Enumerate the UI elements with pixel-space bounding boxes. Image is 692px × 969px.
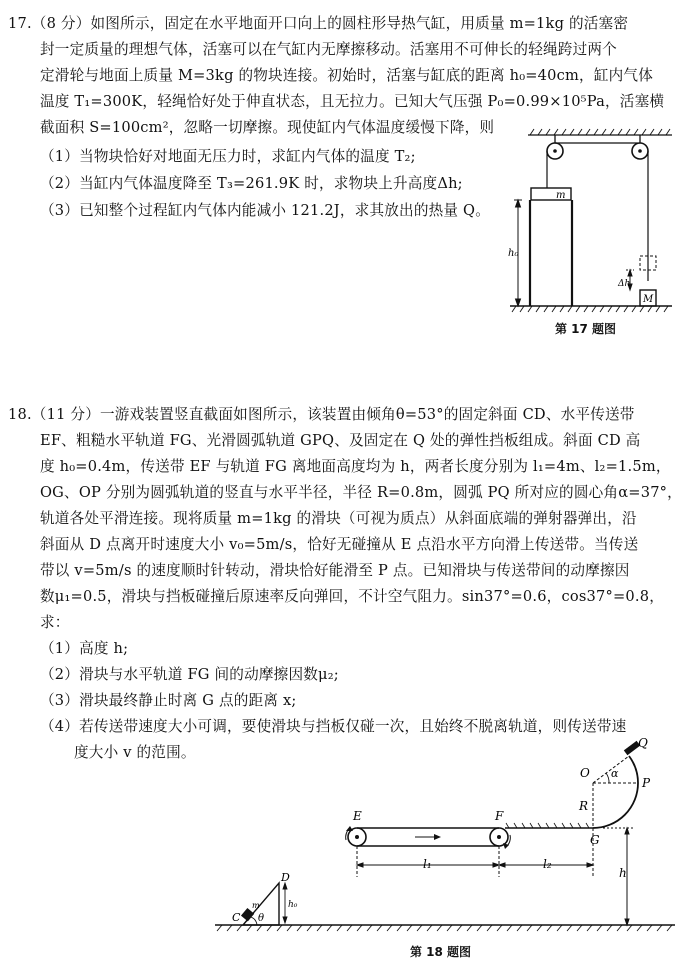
fig18-label-l2: l₂ xyxy=(543,857,552,871)
figure-17 xyxy=(500,126,680,341)
gas-cylinder xyxy=(530,200,572,306)
q18-line-8: 数μ₁=0.5，滑块与挡板碰撞后原速率反向弹回，不计空气阻力。sin37°=0.6，cos37°=0.8， xyxy=(40,588,665,605)
q18-line-4: OG、OP 分别为圆弧轨道的竖直与水平半径，半径 R=0.8m，圆弧 PQ 所对应的圆心角α=37°， xyxy=(40,484,682,501)
q18-subq-3: （3）滑块最终静止时离 G 点的距离 x; xyxy=(40,692,297,709)
q17-line-1: 17.（8 分）如图所示，固定在水平地面开口向上的圆柱形导热气缸，用质量 m=1kg 的活塞密 xyxy=(8,15,629,32)
track-FG xyxy=(505,823,593,828)
q18-subq-4-cont: 度大小 v 的范围。 xyxy=(74,744,196,761)
ground-hatch xyxy=(510,306,672,312)
ceiling-hatch xyxy=(528,129,672,135)
figure-18-caption: 第 18 题图 xyxy=(410,945,472,959)
ground-hatch xyxy=(215,925,675,931)
q18-line-5: 轨道各处平滑连接。现将质量 m=1kg 的滑块（可视为质点）从斜面底端的弹射器弹出，沿 xyxy=(40,510,637,527)
fig18-label-G: G xyxy=(590,833,600,847)
fig18-label-h: h xyxy=(619,866,627,880)
q17-subq-3: （3）已知整个过程缸内气体内能减小 121.2J，求其放出的热量 Q。 xyxy=(40,202,491,219)
figure-18 xyxy=(205,725,685,940)
q18-line-7: 带以 v=5m/s 的速度顺时针转动，滑块恰好能滑至 P 点。已知滑块与传送带间的动摩擦因 xyxy=(40,562,630,579)
fig18-label-O: O xyxy=(580,766,590,780)
fig18-label-P: P xyxy=(642,776,651,790)
fig18-label-l1: l₁ xyxy=(423,857,432,871)
q17-subq-1: （1）当物块恰好对地面无压力时，求缸内气体的温度 T₂; xyxy=(40,148,416,165)
q17-line-5: 截面积 S=100cm²，忽略一切摩擦。现使缸内气体温度缓慢下降，则 xyxy=(40,119,495,136)
conveyor-belt-EF xyxy=(346,826,511,849)
q17-line-2: 封一定质量的理想气体，活塞可以在气缸内无摩擦移动。活塞用不可伸长的轻绳跨过两个 xyxy=(40,41,617,58)
q18-subq-2: （2）滑块与水平轨道 FG 间的动摩擦因数μ₂; xyxy=(40,666,339,683)
q18-line-9: 求： xyxy=(40,614,70,631)
q17-subq-2: （2）当缸内气体温度降至 T₃=261.9K 时，求物块上升高度Δh; xyxy=(40,175,463,192)
fig18-label-alpha: α xyxy=(611,767,619,780)
length-dimensions xyxy=(357,828,593,877)
fig18-label-theta: θ xyxy=(258,913,265,924)
fig17-label-m: m xyxy=(556,190,566,201)
fig18-label-C: C xyxy=(232,911,241,924)
q18-subq-1: （1）高度 h; xyxy=(40,640,129,657)
fig18-label-D: D xyxy=(281,871,290,884)
fig18-label-R: R xyxy=(579,799,589,813)
fig17-label-h0: h₀ xyxy=(508,248,519,259)
q17-line-3: 定滑轮与地面上质量 M=3kg 的物块连接。初始时，活塞与缸底的距离 h₀=40cm，缸内气体 xyxy=(40,67,654,84)
q17-line-4: 温度 T₁=300K，轻绳恰好处于伸直状态，且无拉力。已知大气压强 P₀=0.99×10⁵Pa，活塞横 xyxy=(40,93,665,110)
fig18-label-Q: Q xyxy=(638,736,648,750)
fig17-label-dh: Δh xyxy=(618,279,631,289)
fig18-label-m: m xyxy=(252,901,260,910)
figure-17-caption: 第 17 题图 xyxy=(555,322,617,336)
q18-line-3: 度 h₀=0.4m，传送带 EF 与轨道 FG 离地面高度均为 h，两者长度分别为 l₁=4m、l₂=1.5m， xyxy=(40,458,671,475)
q18-line-2: EF、粗糙水平轨道 FG、光滑圆弧轨道 GPQ、及固定在 Q 处的弹性挡板组成。斜面 CD 高 xyxy=(40,432,641,449)
arc-track-GPQ xyxy=(593,741,640,828)
q18-line-6: 斜面从 D 点离开时速度大小 v₀=5m/s，恰好无碰撞从 E 点沿水平方向滑上传送带。当传送 xyxy=(40,536,639,553)
fig18-label-F: F xyxy=(495,809,504,823)
q18-line-1: 18.（11 分）一游戏装置竖直截面如图所示，该装置由倾角θ=53°的固定斜面 CD、水平传送带 xyxy=(8,406,635,423)
fig18-label-E: E xyxy=(353,809,362,823)
fig18-label-h0: h₀ xyxy=(288,900,298,910)
fig17-label-M: M xyxy=(643,294,654,305)
q18-subq-4: （4）若传送带速度大小可调，要使滑块与挡板仅碰一次，且始终不脱离轨道，则传送带速 xyxy=(40,718,627,735)
